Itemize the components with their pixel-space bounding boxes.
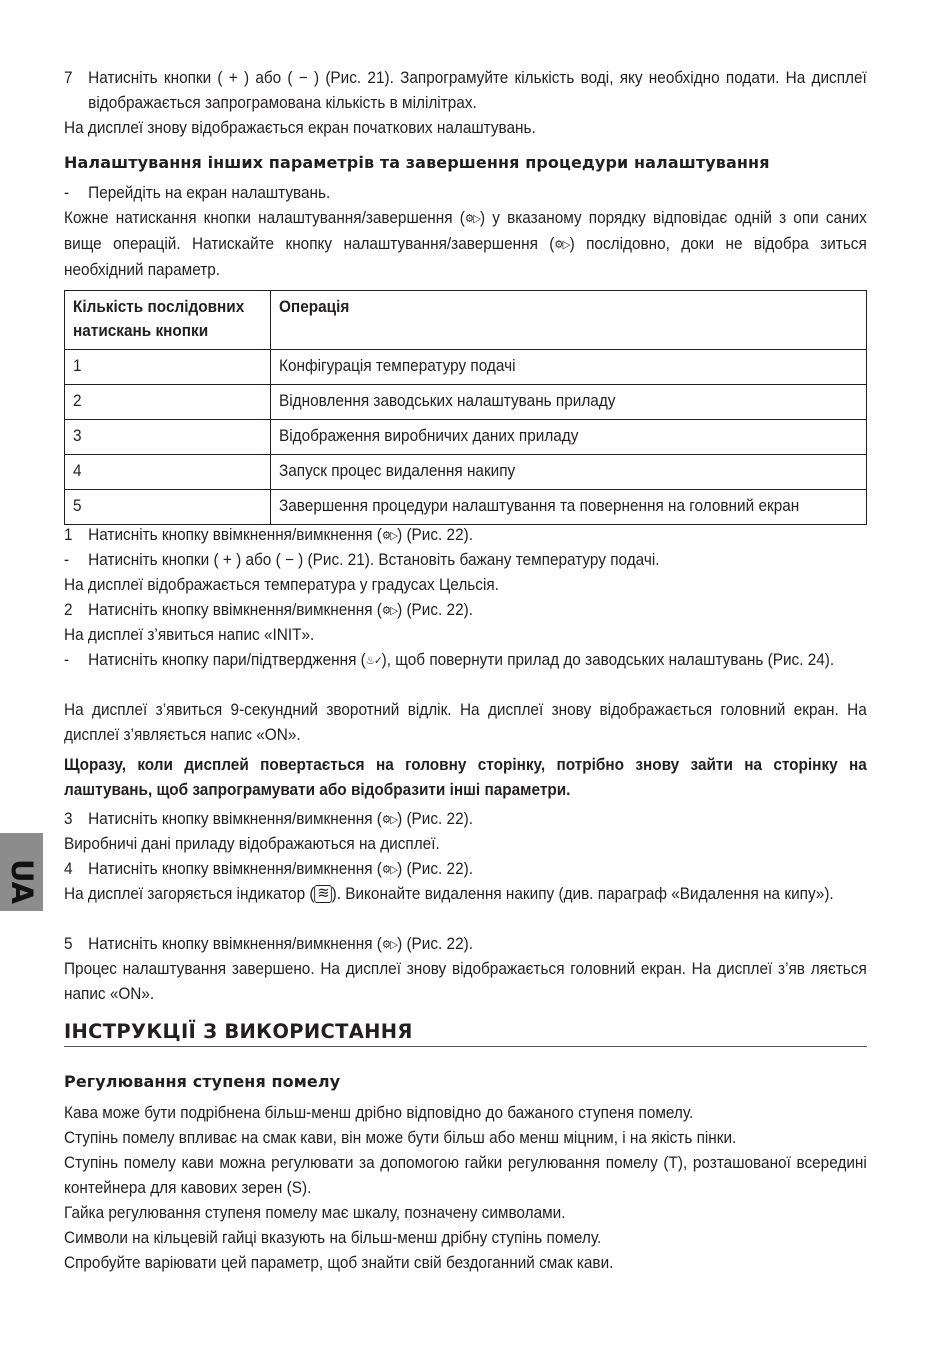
paragraph: На дисплеї знову відображається екран початкових налаштувань. <box>64 119 536 137</box>
bullet-item: - Перейдіть на екран налаштувань. <box>64 181 867 206</box>
settings-confirm-icon: ⚙▷ <box>381 864 398 876</box>
paragraph: Кава може бути подрібнена більш-менш дрібно відповідно до бажаного ступеня помелу. <box>64 1104 694 1122</box>
bullet-item: - Натисніть кнопки ( + ) або ( − ) (Рис. 21). Встановіть бажану температуру подачі. <box>64 551 660 569</box>
paragraph: Процес налаштування завершено. На дисплеї знову відображається головний екран. На дисплеї з’яв ляється напис «ON». <box>64 960 867 1003</box>
step-5: 5 Натисніть кнопку ввімкнення/вимкнення (⚙▷) (Рис. 22). <box>64 932 867 958</box>
settings-confirm-icon: ⚙▷ <box>464 213 481 225</box>
settings-confirm-icon: ⚙▷ <box>554 239 570 251</box>
section-title: ІНСТРУКЦІЇ З ВИКОРИСТАННЯ <box>64 1020 867 1047</box>
step-7 <box>64 66 867 116</box>
table-row: 1 Конфігурація температуру подачі <box>65 350 867 385</box>
step-2: 2 Натисніть кнопку ввімкнення/вимкнення (⚙▷) (Рис. 22). <box>64 598 867 624</box>
settings-confirm-icon: ⚙▷ <box>381 605 398 617</box>
language-tab <box>0 833 43 911</box>
bullet-item: - Натисніть кнопку пари/підтвердження (♨✓), щоб повернути прилад до заводських налаштувань (Рис. 24). <box>64 648 867 674</box>
steam-confirm-icon: ♨✓ <box>365 655 382 667</box>
paragraph: Спробуйте варіювати цей параметр, щоб знайти свій бездоганний смак кави. <box>64 1254 614 1272</box>
table-header-cell: Операція <box>271 291 867 350</box>
subsection-heading: Регулювання ступеня помелу <box>64 1072 341 1091</box>
settings-confirm-icon: ⚙▷ <box>381 939 398 951</box>
step-1: 1 Натисніть кнопку ввімкнення/вимкнення (⚙▷) (Рис. 22). <box>64 523 867 549</box>
step-4: 4 Натисніть кнопку ввімкнення/вимкнення (⚙▷) (Рис. 22). <box>64 857 867 883</box>
descale-indicator-icon: ≋ <box>314 885 331 903</box>
paragraph: Ступінь помелу кави можна регулювати за допомогою гайки регулювання помелу (T), розташованої всередині контейнера для кавових зерен (S). <box>64 1154 867 1197</box>
bullet-text: Перейдіть на екран налаштувань. <box>88 184 331 202</box>
paragraph: На дисплеї відображається температура у градусах Цельсія. <box>64 576 499 594</box>
paragraph: Виробничі дані приладу відображаються на дисплеї. <box>64 835 440 853</box>
paragraph: Ступінь помелу впливає на смак кави, він може бути більш або менш міцним, і на якість пінки. <box>64 1129 737 1147</box>
table-row: 2 Відновлення заводських налаштувань приладу <box>65 385 867 420</box>
settings-confirm-icon: ⚙▷ <box>381 530 398 542</box>
paragraph: На дисплеї з’явиться напис «INIT». <box>64 626 315 644</box>
paragraph: Символи на кільцевій гайці вказують на більш-менш дрібну ступінь помелу. <box>64 1229 602 1247</box>
language-tab-label: UA <box>5 859 39 905</box>
table-row: 3 Відображення виробничих даних приладу <box>65 420 867 455</box>
table-row: 5 Завершення процедури налаштування та повернення на головний екран <box>65 490 867 525</box>
section-heading: Налаштування інших параметрів та завершення процедури налаштування <box>64 153 770 172</box>
step-text: Натисніть кнопки ( + ) або ( − ) (Рис. 21). Запрограмуйте кількість воді, яку необхідно подати. На дисплеї відображається запрограмована кількість в мілілітрах. <box>88 69 867 112</box>
bold-note: Щоразу, коли дисплей повертається на головну сторінку, потрібно знову зайти на сторінку на лаштувань, щоб запрограмувати або відобразити інші параметри. <box>64 756 867 799</box>
paragraph: Гайка регулювання ступеня помелу має шкалу, позначену символами. <box>64 1204 566 1222</box>
table-header-cell: Кількість послідовних натискань кнопки <box>65 291 271 350</box>
operations-table <box>64 290 867 525</box>
table-row: 4 Запуск процес видалення накипу <box>65 455 867 490</box>
step-number: 7 <box>64 69 73 87</box>
step-3: 3 Натисніть кнопку ввімкнення/вимкнення (⚙▷) (Рис. 22). <box>64 807 867 833</box>
table-header-row <box>65 291 867 350</box>
paragraph: На дисплеї з’явиться 9-секундний зворотний відлік. На дисплеї знову відображається головний екран. На дисплеї з’являється напис «ON». <box>64 701 867 744</box>
paragraph: Кожне натискання кнопки налаштування/завершення (⚙▷) у вказаному порядку відповідає одній з опи саних вище операцій. Натискайте кнопку налаштування/завершення (⚙▷) послідовно, доки не відобра зиться необхідний параметр. <box>64 209 867 279</box>
settings-confirm-icon: ⚙▷ <box>381 814 398 826</box>
paragraph: На дисплеї загоряється індикатор ( ≋ ). Виконайте видалення накипу (див. параграф «Видалення на кипу»). <box>64 885 834 903</box>
